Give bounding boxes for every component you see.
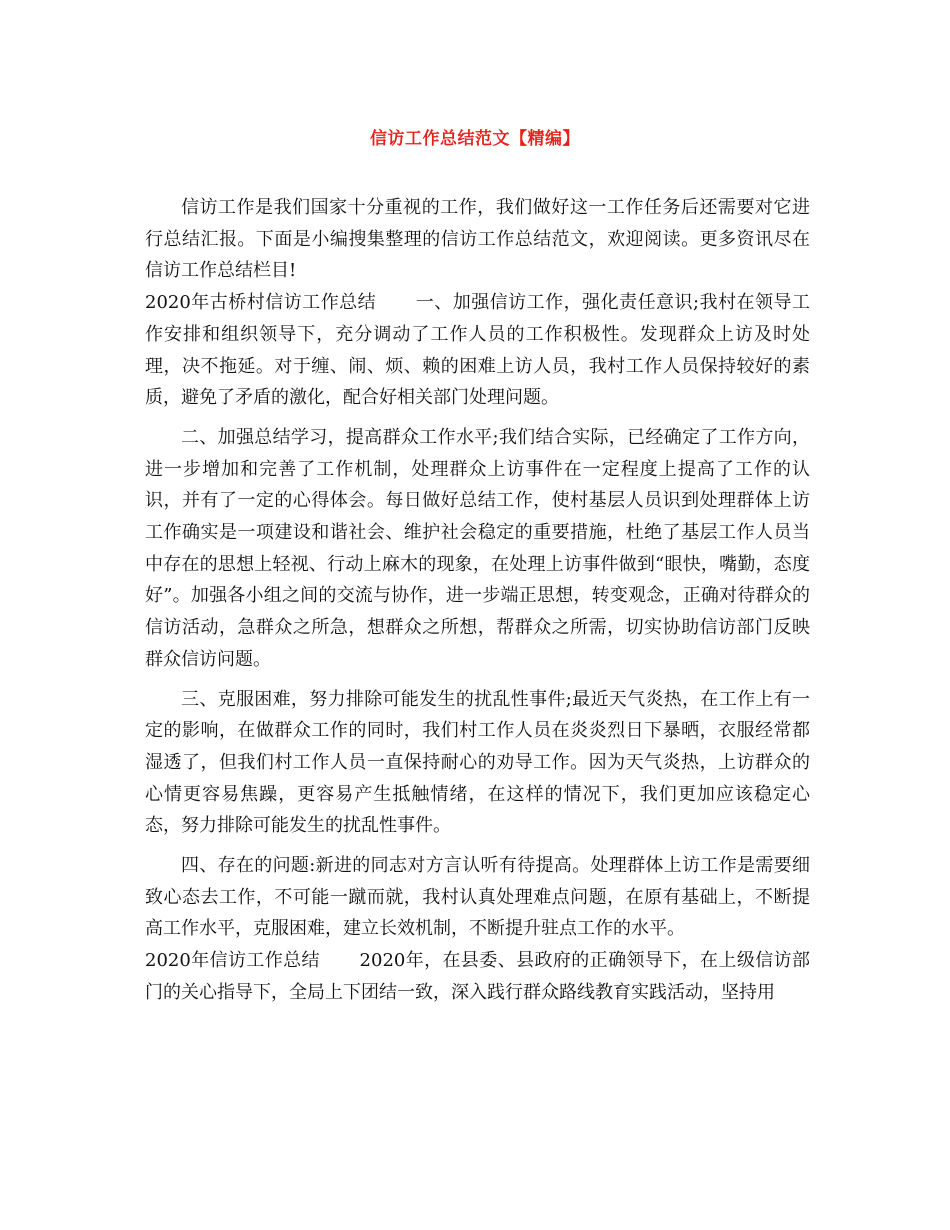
- section1-paragraph-3: 三、克服困难，努力排除可能发生的扰乱性事件;最近天气炎热，在工作上有一定的影响，在做群众工作的同时，我们村工作人员在炎炎烈日下暴晒，衣服经常都湿透了，但我们村工作人员一直保持耐心的劝导工作。因为天气炎热，上访群众的心情更容易焦躁，更容易产生抵触情绪，在这样的情况下，我们更加应该稳定心态，努力排除可能发生的扰乱性事件。: [145, 688, 810, 837]
- section1-first-paragraph: [145, 287, 810, 414]
- section1-paragraph-4: 四、存在的问题:新进的同志对方言认听有待提高。处理群体上访工作是需要细致心态去工作，不可能一蹴而就，我村认真处理难点问题，在原有基础上，不断提高工作水平，克服困难，建立长效机制，不断提升驻点工作的水平。: [145, 855, 810, 940]
- section1-heading: 2020年古桥村信访工作总结: [145, 292, 377, 314]
- section2-paragraph-1: 2020年，在县委、县政府的正确领导下，在上级信访部门的关心指导下，全局上下团结一致，深入践行群众路线教育实践活动，坚持用: [145, 950, 810, 1003]
- section2-heading: 2020年信访工作总结: [145, 950, 320, 972]
- document-title: 信访工作总结范文【精编】: [370, 129, 580, 149]
- section2-first-paragraph: [145, 945, 810, 1008]
- document-body: [145, 192, 810, 1009]
- section1-paragraph-2: 二、加强总结学习，提高群众工作水平;我们结合实际，已经确定了工作方向，进一步增加和完善了工作机制，处理群众上访事件在一定程度上提高了工作的认识，并有了一定的心得体会。每日做好总结工作，使村基层人员识到处理群体上访工作确实是一项建设和谐社会、维护社会稳定的重要措施，杜绝了基层工作人员当中存在的思想上轻视、行动上麻木的现象，在处理上访事件做到“眼快，嘴勤，态度好”。加强各小组之间的交流与协作，进一步端正思想，转变观念，正确对待群众的信访活动，急群众之所急，想群众之所想，帮群众之所需，切实协助信访部门反映群众信访问题。: [145, 426, 810, 670]
- section1-paragraph-1: 一、加强信访工作，强化责任意识;我村在领导工作安排和组织领导下，充分调动了工作人员的工作积极性。发现群众上访及时处理，决不拖延。对于缠、闹、烦、赖的困难上访人员，我村工作人员保持较好的素质，避免了矛盾的激化，配合好相关部门处理问题。: [145, 292, 811, 409]
- intro-paragraph: 信访工作是我们国家十分重视的工作，我们做好这一工作任务后还需要对它进行总结汇报。下面是小编搜集整理的信访工作总结范文，欢迎阅读。更多资讯尽在信访工作总结栏目!: [145, 197, 810, 282]
